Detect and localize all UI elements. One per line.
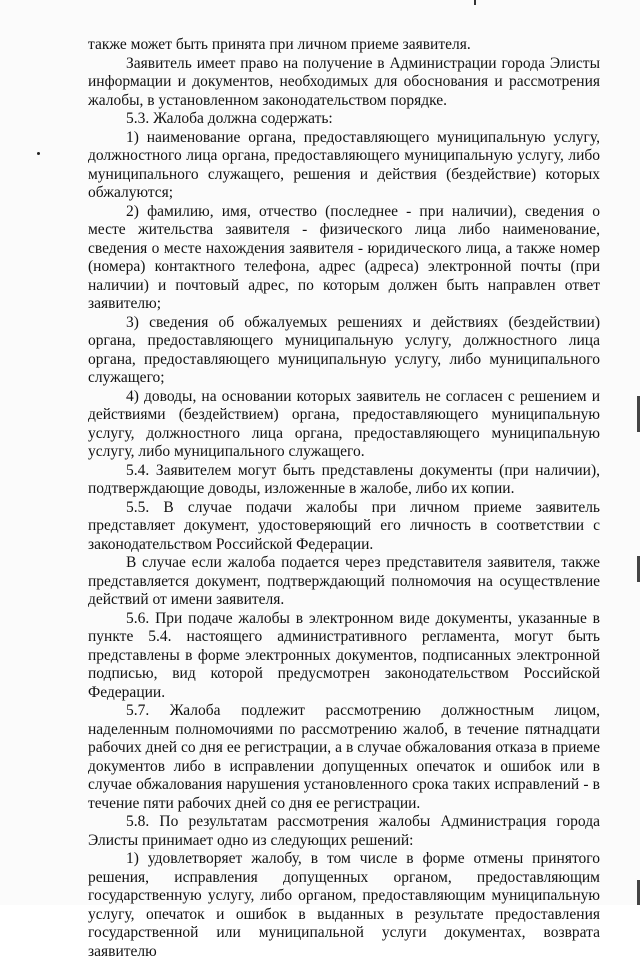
list-item-5-8-1: 1) удовлетворяет жалобу, в том числе в форме отмены принятого решения, исправления допущенных органом, предоставляющим государственную услугу, либо органом, предоставляющим муниципальную услугу, опечаток и ошибок в выданных в результате предоставления государственной или муниципальной услуги документах, возврата заявителю bbox=[88, 850, 600, 960]
list-item-5-3-1: 1) наименование органа, предоставляющего муниципальную услугу, должностного лица органа, предоставляющего муниципальную услугу, либо муниципального служащего, решения и действия (бездействие) которых обжалуются; bbox=[88, 128, 600, 201]
paragraph-5-7: 5.7. Жалоба подлежит рассмотрению должностным лицом, наделенным полномочиями по рассмотрению жалоб, в течение пятнадцати рабочих дней со дня ее регистрации, а в случае обжалования отказа в приеме документов либо в исправлении допущенных опечаток и ошибок или в случае обжалования нарушения установленного срока таких исправлений - в течение пяти рабочих дней со дня ее регистрации. bbox=[88, 702, 600, 812]
scan-mark-top bbox=[474, 0, 476, 5]
list-item-5-3-2: 2) фамилию, имя, отчество (последнее - при наличии), сведения о месте жительства заявителя - физического лица либо наименование, сведения о месте нахождения заявителя - юридического лица, а также номер (номера) контактного телефона, адрес (адреса) электронной почты (при наличии) и почтовый адрес, по которым должен быть направлен ответ заявителю; bbox=[88, 202, 600, 312]
list-item-5-3-3: 3) сведения об обжалуемых решениях и действиях (бездействии) органа, предоставляющего муниципальную услугу, должностного лица органа, предоставляющего муниципальную услугу, либо муниципального служащего; bbox=[88, 313, 600, 386]
list-item-5-3-4: 4) доводы, на основании которых заявитель не согласен с решением и действиями (бездействием) органа, предоставляющего муниципальную услугу, должностного лица органа, предоставляющего муниципальную услугу, либо муниципального служащего. bbox=[88, 387, 600, 460]
paragraph-5-5: 5.5. В случае подачи жалобы при личном приеме заявитель представляет документ, удостоверяющий его личность в соответствии с законодательством Российской Федерации. bbox=[88, 498, 600, 553]
paragraph-5-3: 5.3. Жалоба должна содержать: bbox=[126, 110, 333, 127]
paragraph-5-6: 5.6. При подаче жалобы в электронном виде документы, указанные в пункте 5.4. настоящего административного регламента, могут быть представлены в форме электронных документов, подписанных электронной подписью, вид которой предусмотрен законодательством Российской Федерации. bbox=[88, 609, 600, 701]
paragraph-5-8: 5.8. По результатам рассмотрения жалобы Администрация города Элисты принимает одно из следующих решений: bbox=[88, 813, 600, 849]
paragraph-representative: В случае если жалоба подается через представителя заявителя, также представляется документ, подтверждающий полномочия на осуществление действий от имени заявителя. bbox=[88, 554, 600, 608]
paragraph-continuation: также может быть принята при личном приеме заявителя. bbox=[88, 36, 471, 53]
paragraph-applicant-rights: Заявитель имеет право на получение в Администрации города Элисты информации и документов, необходимых для обоснования и рассмотрения жалобы, в установленном законодательством порядке. bbox=[88, 54, 600, 109]
paragraph-5-4: 5.4. Заявителем могут быть представлены документы (при наличии), подтверждающие доводы, изложенные в жалобе, либо их копии. bbox=[88, 461, 600, 497]
document-body bbox=[88, 36, 600, 961]
scan-speck bbox=[37, 152, 40, 155]
